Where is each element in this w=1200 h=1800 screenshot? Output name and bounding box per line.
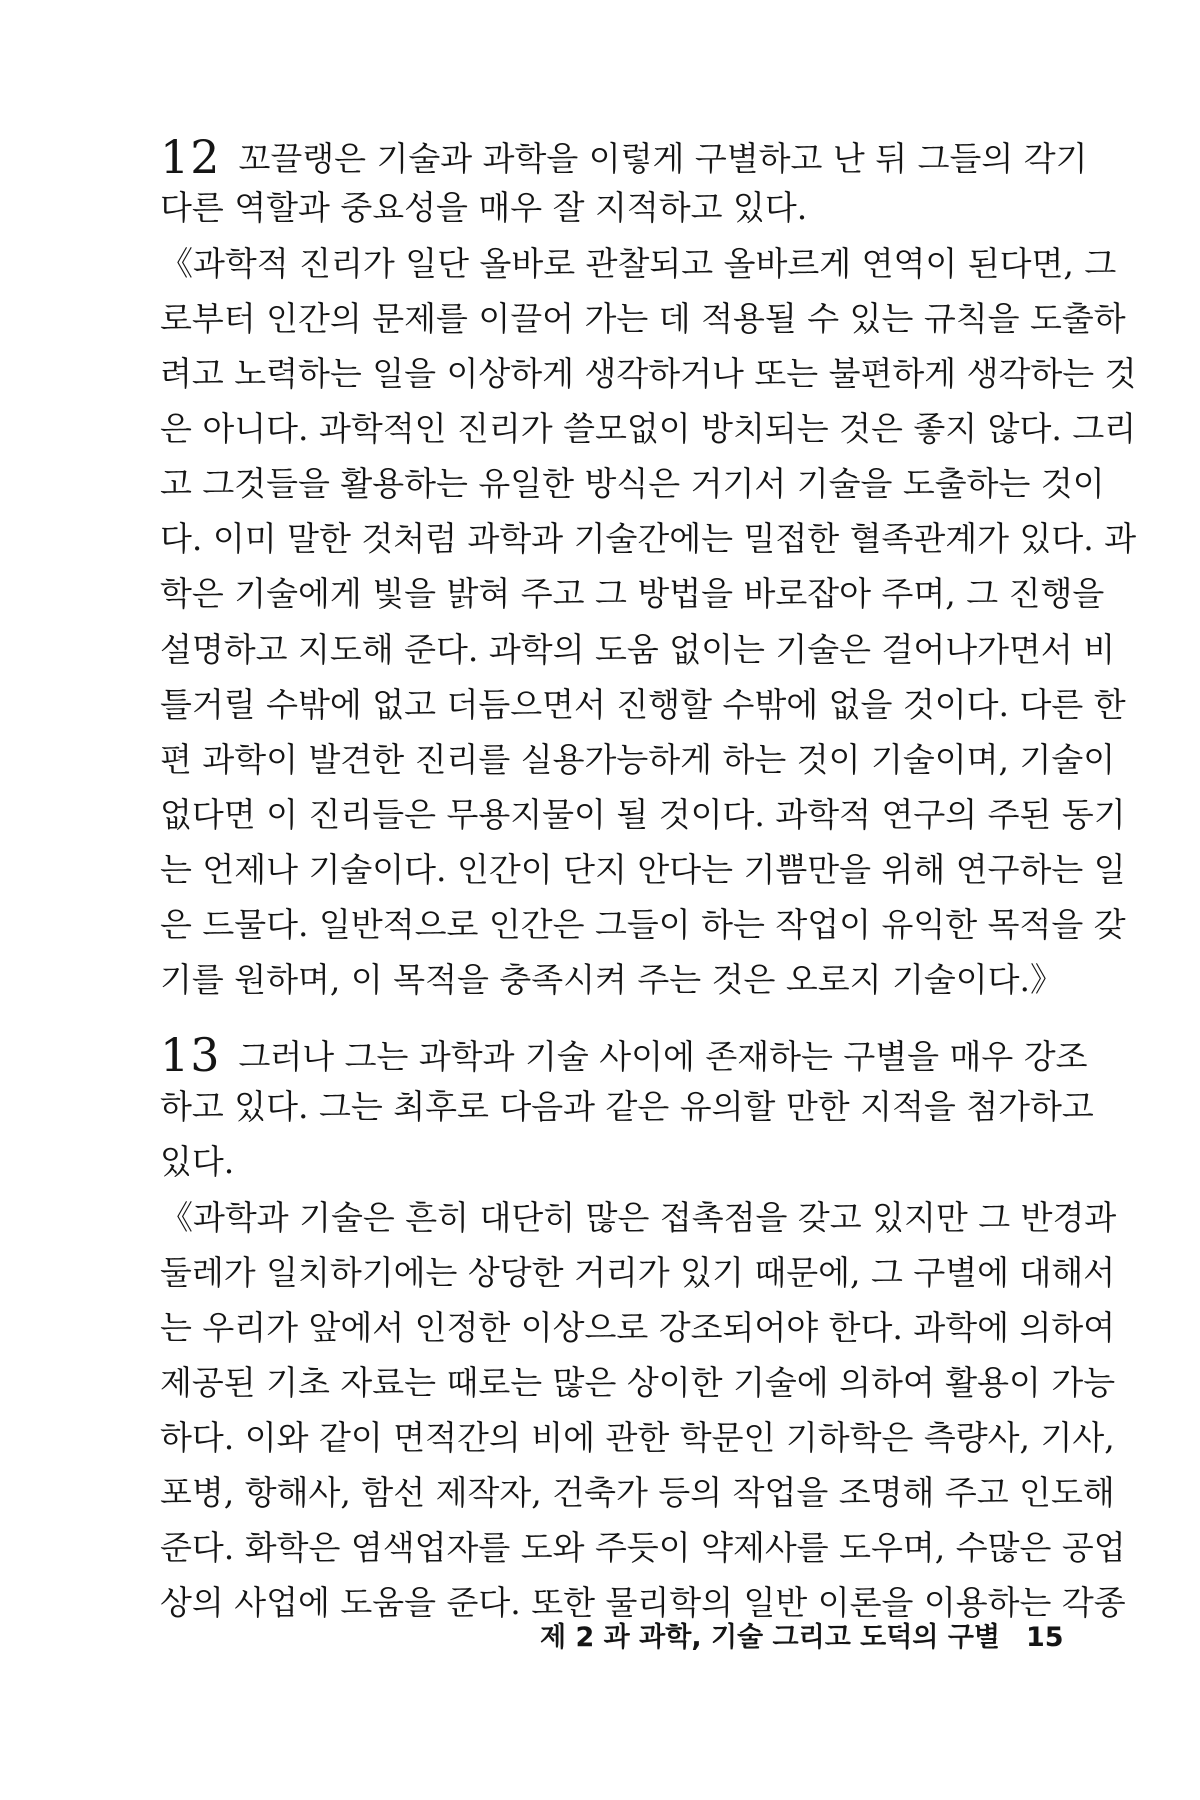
section-13-line-4: 《과학과 기술은 흔히 대단히 많은 접촉점을 갖고 있지만 그 반경과 bbox=[160, 1198, 1117, 1237]
section-13-line-5: 둘레가 일치하기에는 상당한 거리가 있기 때문에, 그 구별에 대해서 bbox=[160, 1253, 1116, 1292]
section-13-line-6: 는 우리가 앞에서 인정한 이상으로 강조되어야 한다. 과학에 의하여 bbox=[160, 1308, 1116, 1347]
section-12-line-4: 로부터 인간의 문제를 이끌어 가는 데 적용될 수 있는 규칙을 도출하 bbox=[160, 299, 1126, 338]
page-number: 15 bbox=[1026, 1622, 1064, 1653]
section-13-line-9: 포병, 항해사, 함선 제작자, 건축가 등의 작업을 조명해 주고 인도해 bbox=[160, 1473, 1115, 1512]
section-12-line-1: 12 꼬끌랭은 기술과 과학을 이렇게 구별하고 난 뒤 그들의 각기 bbox=[160, 130, 1088, 184]
section-12-line-3: 《과학적 진리가 일단 올바로 관찰되고 올바르게 연역이 된다면, 그 bbox=[160, 244, 1117, 283]
section-12-line-16: 기를 원하며, 이 목적을 충족시켜 주는 것은 오로지 기술이다.》 bbox=[160, 960, 1063, 999]
section-12-number: 12 bbox=[160, 130, 221, 184]
section-12-line-13: 없다면 이 진리들은 무용지물이 될 것이다. 과학적 연구의 주된 동기 bbox=[160, 795, 1126, 834]
section-12-line-12: 편 과학이 발견한 진리를 실용가능하게 하는 것이 기술이며, 기술이 bbox=[160, 740, 1116, 779]
section-12-line-15: 은 드물다. 일반적으로 인간은 그들이 하는 작업이 유익한 목적을 갖 bbox=[160, 905, 1126, 944]
section-12-line-7: 고 그것들을 활용하는 유일한 방식은 거기서 기술을 도출하는 것이 bbox=[160, 464, 1105, 503]
section-12-line-6: 은 아니다. 과학적인 진리가 쓸모없이 방치되는 것은 좋지 않다. 그리 bbox=[160, 409, 1137, 448]
section-13-line-11: 상의 사업에 도움을 준다. 또한 물리학의 일반 이론을 이용하는 각종 bbox=[160, 1583, 1126, 1622]
section-12-line-9: 학은 기술에게 빛을 밝혀 주고 그 방법을 바로잡아 주며, 그 진행을 bbox=[160, 574, 1105, 613]
section-13-line-10: 준다. 화학은 염색업자를 도와 주듯이 약제사를 도우며, 수많은 공업 bbox=[160, 1528, 1126, 1567]
section-12-line-11: 틀거릴 수밖에 없고 더듬으면서 진행할 수밖에 없을 것이다. 다른 한 bbox=[160, 685, 1126, 724]
section-13-line-1: 13 그러나 그는 과학과 기술 사이에 존재하는 구별을 매우 강조 bbox=[160, 1028, 1088, 1082]
section-13-line-3: 있다. bbox=[160, 1142, 235, 1181]
section-12-line-10: 설명하고 지도해 준다. 과학의 도움 없이는 기술은 걸어나가면서 비 bbox=[160, 630, 1116, 669]
section-13-line-2: 하고 있다. 그는 최후로 다음과 같은 유의할 만한 지적을 첨가하고 bbox=[160, 1087, 1094, 1126]
section-12-line-5: 려고 노력하는 일을 이상하게 생각하거나 또는 불편하게 생각하는 것 bbox=[160, 354, 1137, 393]
section-13-line-7: 제공된 기초 자료는 때로는 많은 상이한 기술에 의하여 활용이 가능 bbox=[160, 1363, 1116, 1402]
section-12-line-8: 다. 이미 말한 것처럼 과학과 기술간에는 밀접한 혈족관계가 있다. 과 bbox=[160, 519, 1137, 558]
section-13-line-8: 하다. 이와 같이 면적간의 비에 관한 학문인 기하학은 측량사, 기사, bbox=[160, 1418, 1115, 1457]
running-head: 제 2 과 과학, 기술 그리고 도덕의 구별 bbox=[540, 1622, 1000, 1653]
section-12-line-14: 는 언제나 기술이다. 인간이 단지 안다는 기쁨만을 위해 연구하는 일 bbox=[160, 850, 1126, 889]
section-12-line-2: 다른 역할과 중요성을 매우 잘 지적하고 있다. bbox=[160, 188, 808, 227]
section-13-number: 13 bbox=[160, 1028, 221, 1082]
running-footer bbox=[540, 1618, 1064, 1658]
